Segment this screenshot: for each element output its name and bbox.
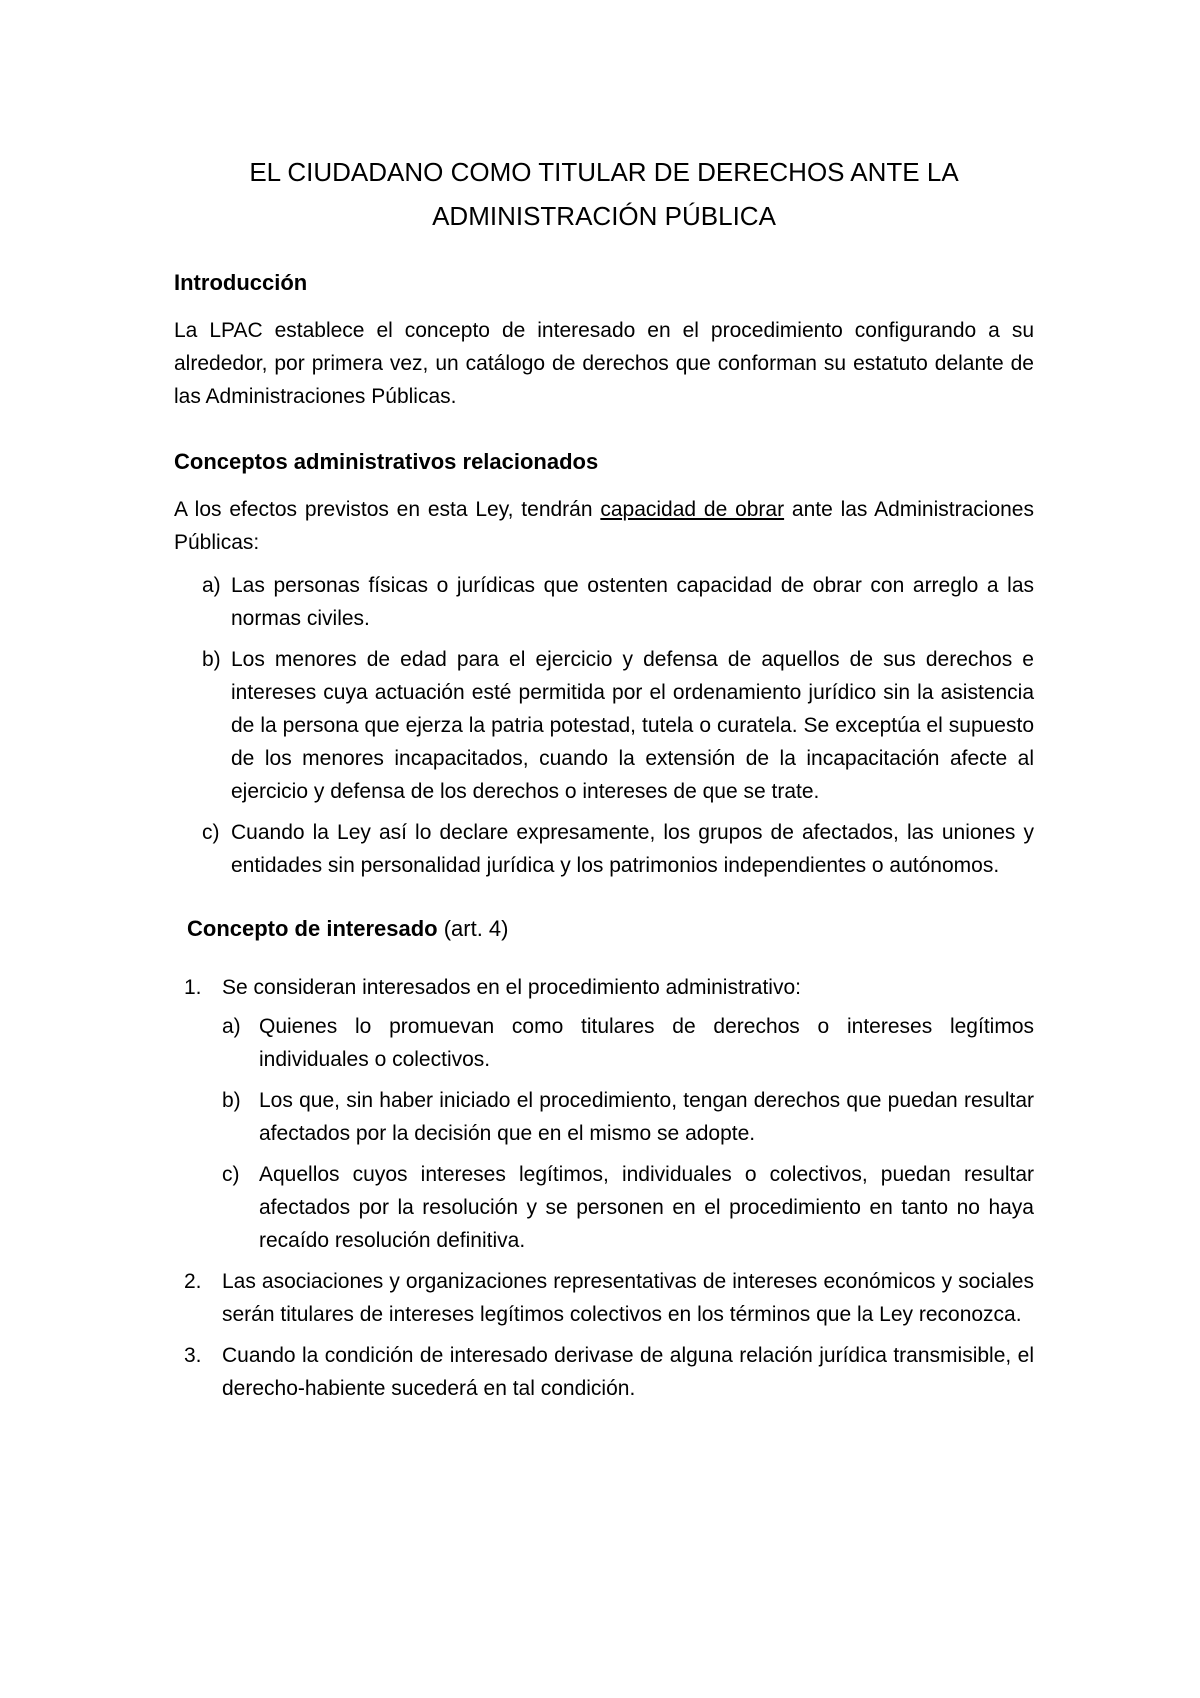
interesado-sublist: [222, 1010, 1034, 1257]
numbered-item: [174, 1265, 1034, 1331]
numbered-item: [174, 1339, 1034, 1405]
conceptos-lead: [174, 493, 1034, 559]
document-title: [174, 150, 1034, 238]
list-marker: a): [222, 1015, 241, 1038]
conceptos-list: [174, 569, 1034, 882]
numbered-item-text: Cuando la condición de interesado derivase de alguna relación jurídica transmisible, el derecho-habiente sucederá en tal condición.: [222, 1344, 1034, 1400]
list-item-text: Las personas físicas o jurídicas que ostenten capacidad de obrar con arreglo a las normas civiles.: [231, 574, 1034, 630]
numbered-marker: 1.: [184, 976, 202, 999]
lead-text-before: A los efectos previstos en esta Ley, tendrán: [174, 498, 601, 521]
numbered-item: [174, 971, 1034, 1257]
list-marker: b): [202, 648, 221, 671]
lead-text-after: ante las Administraciones Públicas:: [174, 498, 1034, 554]
title-line-2: ADMINISTRACIÓN PÚBLICA: [432, 201, 776, 231]
numbered-item-text: Se consideran interesados en el procedimiento administrativo:: [222, 976, 801, 999]
list-marker: c): [202, 821, 220, 844]
list-item-text: Quienes lo promuevan como titulares de derechos o intereses legítimos individuales o colectivos.: [259, 1015, 1034, 1071]
interesado-list: [174, 971, 1034, 1405]
list-item: [222, 1084, 1034, 1150]
interesado-heading-title: Concepto de interesado: [187, 916, 438, 941]
list-item: [174, 569, 1034, 635]
list-marker: a): [202, 574, 221, 597]
numbered-marker: 3.: [184, 1344, 202, 1367]
interesado-heading-ref: (art. 4): [437, 916, 509, 941]
numbered-item-text: Las asociaciones y organizaciones representativas de intereses económicos y sociales serán titulares de intereses legítimos colectivos en los términos que la Ley reconozca.: [222, 1270, 1034, 1326]
list-item: [222, 1158, 1034, 1257]
document-body: [174, 150, 1034, 1413]
intro-heading: Introducción: [174, 270, 308, 295]
capacidad-de-obrar-term: capacidad de obrar: [600, 498, 785, 521]
list-item: [222, 1010, 1034, 1076]
list-item: [174, 816, 1034, 882]
intro-paragraph: La LPAC establece el concepto de interesado en el procedimiento configurando a su alrededor, por primera vez, un catálogo de derechos que conforman su estatuto delante de las Administraciones Públicas.: [174, 319, 1034, 408]
list-marker: c): [222, 1163, 240, 1186]
conceptos-heading: Conceptos administrativos relacionados: [174, 449, 599, 474]
list-item-text: Cuando la Ley así lo declare expresamente, los grupos de afectados, las uniones y entidades sin personalidad jurídica y los patrimonios independientes o autónomos.: [231, 821, 1034, 877]
list-item-text: Aquellos cuyos intereses legítimos, individuales o colectivos, puedan resultar afectados por la resolución y se personen en el procedimiento en tanto no haya recaído resolución definitiva.: [259, 1163, 1034, 1252]
list-item-text: Los que, sin haber iniciado el procedimiento, tengan derechos que puedan resultar afectados por la decisión que en el mismo se adopte.: [259, 1089, 1034, 1145]
interesado-heading: [174, 912, 1034, 945]
list-marker: b): [222, 1089, 241, 1112]
list-item-text: Los menores de edad para el ejercicio y defensa de aquellos de sus derechos e intereses cuya actuación esté permitida por el ordenamiento jurídico sin la asistencia de la persona que ejerza la patria potestad, tutela o curatela. Se exceptúa el supuesto de los menores incapacitados, cuando la extensión de la incapacitación afecte al ejercicio y defensa de los derechos o intereses de que se trate.: [231, 648, 1034, 803]
list-item: [174, 643, 1034, 808]
title-line-1: EL CIUDADANO COMO TITULAR DE DERECHOS ANTE LA: [249, 157, 959, 187]
numbered-marker: 2.: [184, 1270, 202, 1293]
